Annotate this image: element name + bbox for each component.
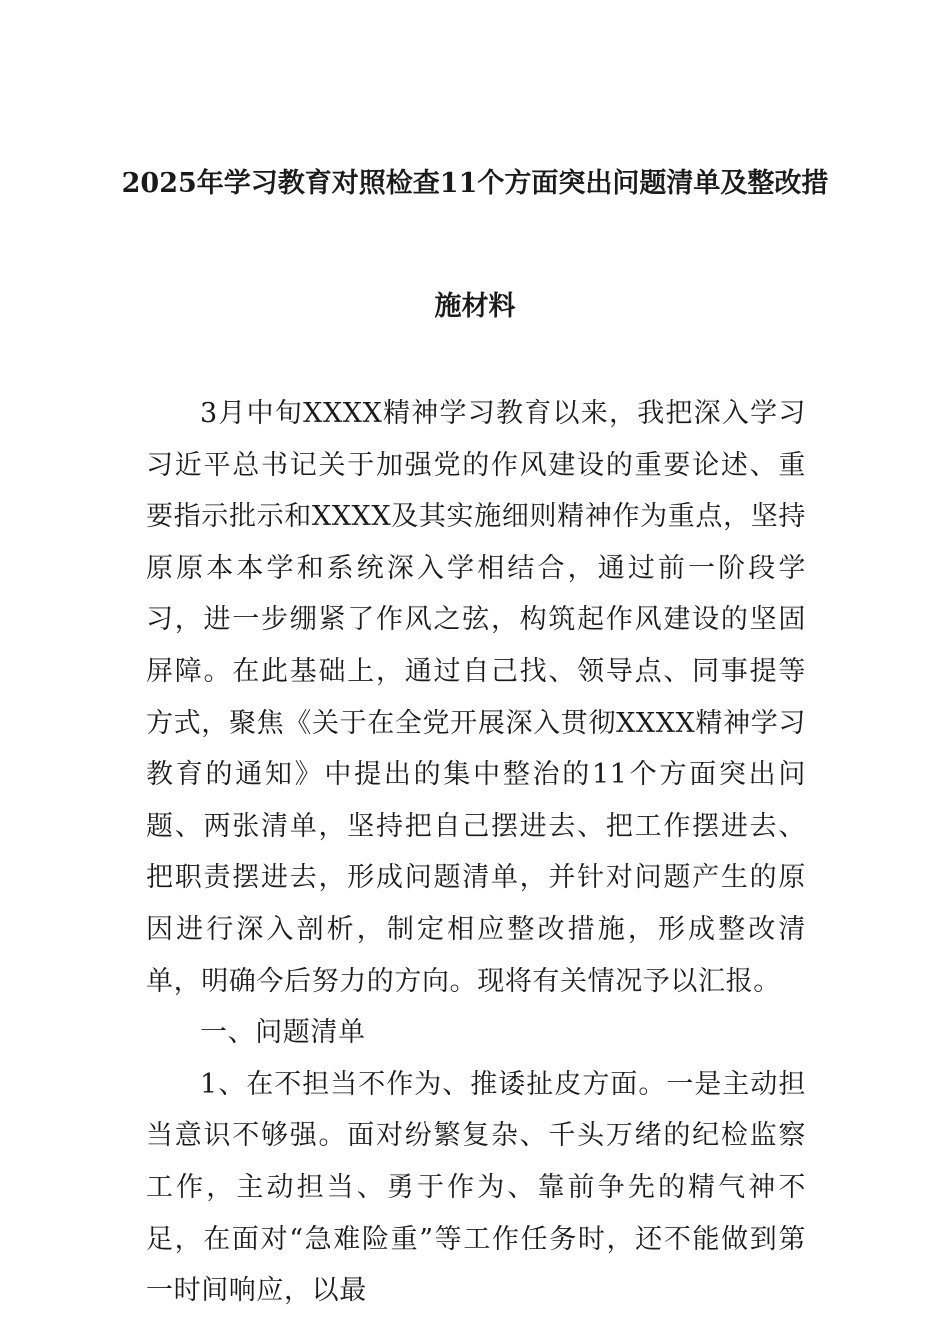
document-title-line-1: 2025年学习教育对照检查11个方面突出问题清单及整改措: [121, 168, 829, 199]
document-title-line-2: 施材料: [434, 291, 516, 322]
document-body: [146, 388, 806, 1317]
section-heading-problem-list: 一、问题清单: [200, 1017, 366, 1049]
intro-paragraph: 3月中旬XXXX精神学习教育以来，我把深入学习习近平总书记关于加强党的作风建设的重要论述、重要指示批示和XXXX及其实施细则精神作为重点，坚持原原本本学和系统深入学相结合，通过前一阶段学习，进一步绷紧了作风之弦，构筑起作风建设的坚固屏障。在此基础上，通过自己找、领导点、同事提等方式，聚焦《关于在全党开展深入贯彻XXXX精神学习教育的通知》中提出的集中整治的11个方面突出问题、两张清单，坚持把自己摆进去、把工作摆进去、把职责摆进去，形成问题清单，并针对问题产生的原因进行深入剖析，制定相应整改措施，形成整改清单，明确今后努力的方向。现将有关情况予以汇报。: [146, 398, 806, 997]
problem-item-1-paragraph: 1、在不担当不作为、推诿扯皮方面。一是主动担当意识不够强。面对纷繁复杂、千头万绪的纪检监察工作，主动担当、勇于作为、靠前争先的精气神不足，在面对“急难险重”等工作任务时，还不能做到第一时间响应，以最: [146, 1068, 806, 1307]
